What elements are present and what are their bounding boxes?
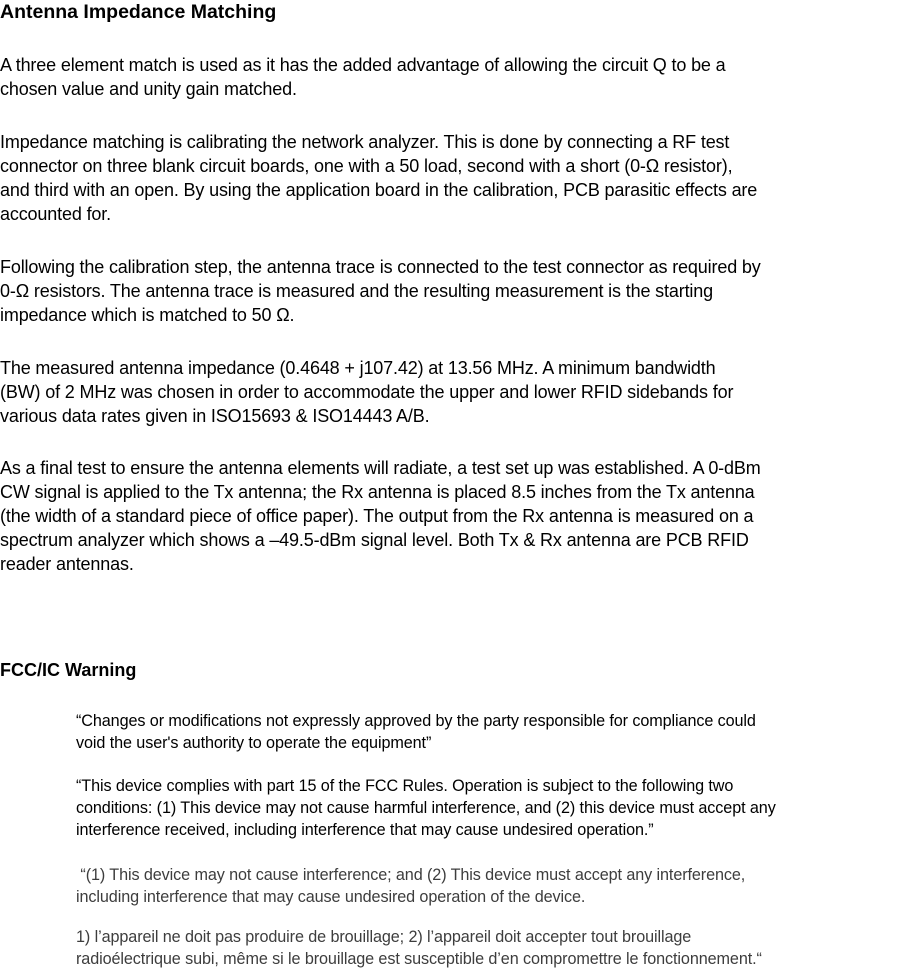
document-title: Antenna Impedance Matching bbox=[0, 1, 277, 23]
text-line: 1) l’appareil ne doit pas produire de brouillage; 2) l’appareil doit accepter tout brouillage bbox=[76, 928, 692, 946]
text-line: conditions: (1) This device may not cause harmful interference, and (2) this device must accept any bbox=[76, 799, 776, 817]
text-line: (the width of a standard piece of office paper). The output from the Rx antenna is measured on a bbox=[0, 506, 754, 526]
text-line: CW signal is applied to the Tx antenna; the Rx antenna is placed 8.5 inches from the Tx antenna bbox=[0, 482, 755, 502]
warning-heading: FCC/IC Warning bbox=[0, 660, 137, 680]
text-line: Following the calibration step, the antenna trace is connected to the test connector as required by bbox=[0, 257, 761, 277]
paragraph-calibration bbox=[0, 130, 899, 226]
text-line: A three element match is used as it has the added advantage of allowing the circuit Q to be a bbox=[0, 55, 726, 75]
text-line: reader antennas. bbox=[0, 554, 134, 574]
text-line: chosen value and unity gain matched. bbox=[0, 79, 297, 99]
warning-quote-fcc-part15 bbox=[76, 775, 899, 841]
text-line: including interference that may cause undesired operation of the device. bbox=[76, 888, 586, 906]
paragraph-antenna-trace bbox=[0, 255, 899, 327]
warning-quote-ic-french bbox=[76, 926, 899, 970]
warning-quote-ic-english bbox=[76, 864, 899, 908]
text-line: 0-Ω resistors. The antenna trace is measured and the resulting measurement is the starting bbox=[0, 281, 713, 301]
text-line: Impedance matching is calibrating the network analyzer. This is done by connecting a RF test bbox=[0, 132, 730, 152]
text-line: void the user's authority to operate the equipment” bbox=[76, 734, 432, 752]
text-line: “(1) This device may not cause interference; and (2) This device must accept any interference, bbox=[76, 866, 746, 884]
text-line: accounted for. bbox=[0, 204, 111, 224]
text-line: impedance which is matched to 50 Ω. bbox=[0, 305, 295, 325]
text-line: As a final test to ensure the antenna elements will radiate, a test set up was established. A 0-dBm bbox=[0, 458, 761, 478]
text-line: radioélectrique subi, même si le brouillage est susceptible d’en compromettre le fonctionnement.“ bbox=[76, 950, 762, 968]
text-line: spectrum analyzer which shows a –49.5-dBm signal level. Both Tx & Rx antenna are PCB RFID bbox=[0, 530, 749, 550]
text-line: “Changes or modifications not expressly approved by the party responsible for compliance could bbox=[76, 712, 756, 730]
text-line: (BW) of 2 MHz was chosen in order to accommodate the upper and lower RFID sidebands for bbox=[0, 382, 734, 402]
warning-quote-modifications bbox=[76, 710, 899, 754]
paragraph-measured-impedance bbox=[0, 356, 899, 428]
paragraph-matching-intro bbox=[0, 53, 899, 101]
text-line: “This device complies with part 15 of the FCC Rules. Operation is subject to the following two bbox=[76, 777, 734, 795]
text-line: interference received, including interference that may cause undesired operation.” bbox=[76, 821, 654, 839]
text-line: and third with an open. By using the application board in the calibration, PCB parasitic effects are bbox=[0, 180, 758, 200]
text-line: The measured antenna impedance (0.4648 + j107.42) at 13.56 MHz. A minimum bandwidth bbox=[0, 358, 716, 378]
paragraph-final-test bbox=[0, 456, 899, 576]
text-line: connector on three blank circuit boards, one with a 50 load, second with a short (0-Ω resistor), bbox=[0, 156, 733, 176]
text-line: various data rates given in ISO15693 & ISO14443 A/B. bbox=[0, 406, 430, 426]
